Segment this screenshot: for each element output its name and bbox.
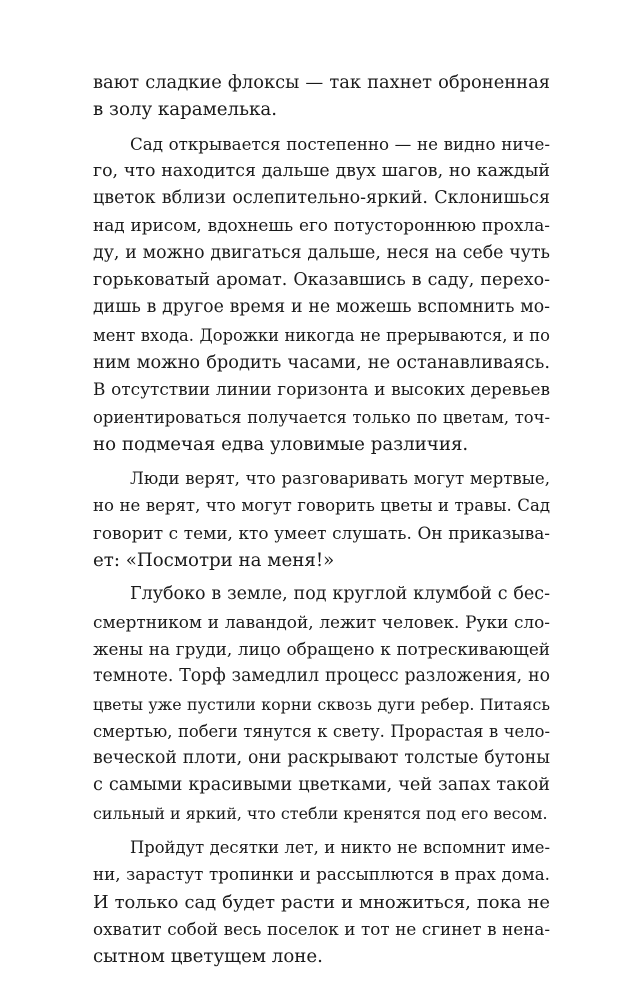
text-line: ду, и можно двигаться дальше, неся на себе чуть [93,242,550,263]
text-line: с самыми красивыми цветками, чей запах такой [93,775,550,796]
text-line: Люди верят, что разговаривать могут мертвые, [130,469,550,489]
text-line: темноте. Торф замедлил процесс разложения, но [93,666,550,687]
text-line: жены на груди, лицо обращено к потрескивающей [93,638,550,659]
text-line: смертью, побеги тянутся к свету. Прорастая в чело- [93,721,550,741]
paragraph [93,69,550,124]
text-line: мент входа. Дорожки никогда не прерываются, и по [93,325,550,345]
paragraph [93,834,550,970]
text-line: цветок вблизи ослепительно-яркий. Склонишься [93,188,550,209]
text-line: Пройдут десятки лет, и никто не вспомнит име- [130,838,550,858]
text-line: но не верят, что могут говорить цветы и травы. Сад [93,496,550,516]
book-page-text [93,69,550,978]
text-line: но подмечая едва уловимые различия. [93,433,469,455]
text-line: дишь в другое время и не можешь вспомнить мо- [93,297,550,318]
text-line: сытном цветущем лоне. [93,946,323,968]
text-line: ни, зарастут тропинки и рассыплются в прах дома. [93,865,550,885]
text-line: веческой плоти, они раскрывают толстые бутоны [93,748,550,769]
text-line: горьковатый аромат. Оказавшись в саду, перехо- [93,270,550,291]
text-line: Глубоко в земле, под круглой клумбой с бес- [130,584,550,605]
text-line: цветы уже пустили корни сквозь дуги ребер. Питаясь [93,694,550,714]
paragraph [93,465,550,574]
text-line: вают сладкие флоксы — так пахнет оброненная [93,72,550,93]
text-line: Сад открывается постепенно — не видно ниче- [130,134,550,154]
text-line: смертником и лавандой, лежит человек. Руки сло- [93,611,550,632]
text-line: ним можно бродить часами, не останавливаясь. [93,351,550,373]
text-line: говорит с теми, кто умеет слушать. Он приказыва- [93,522,550,543]
text-line: над ирисом, вдохнешь его потустороннюю прохла- [93,215,550,236]
paragraph [93,131,550,459]
text-line: охватит собой весь поселок и тот не сгинет в нена- [93,918,550,939]
paragraph [93,581,550,827]
text-line: ет: «Посмотри на меня!» [93,550,335,572]
text-line: В отсутствии линии горизонта и высоких деревьев [93,379,550,400]
text-line: И только сад будет расти и множиться, пока не [93,891,550,913]
text-line: в золу карамелька. [93,99,277,121]
text-line: сильный и яркий, что стебли кренятся под его весом. [93,803,548,823]
text-line: ориентироваться получается только по цветам, точ- [93,407,550,427]
text-line: го, что находится дальше двух шагов, но каждый [93,160,550,181]
